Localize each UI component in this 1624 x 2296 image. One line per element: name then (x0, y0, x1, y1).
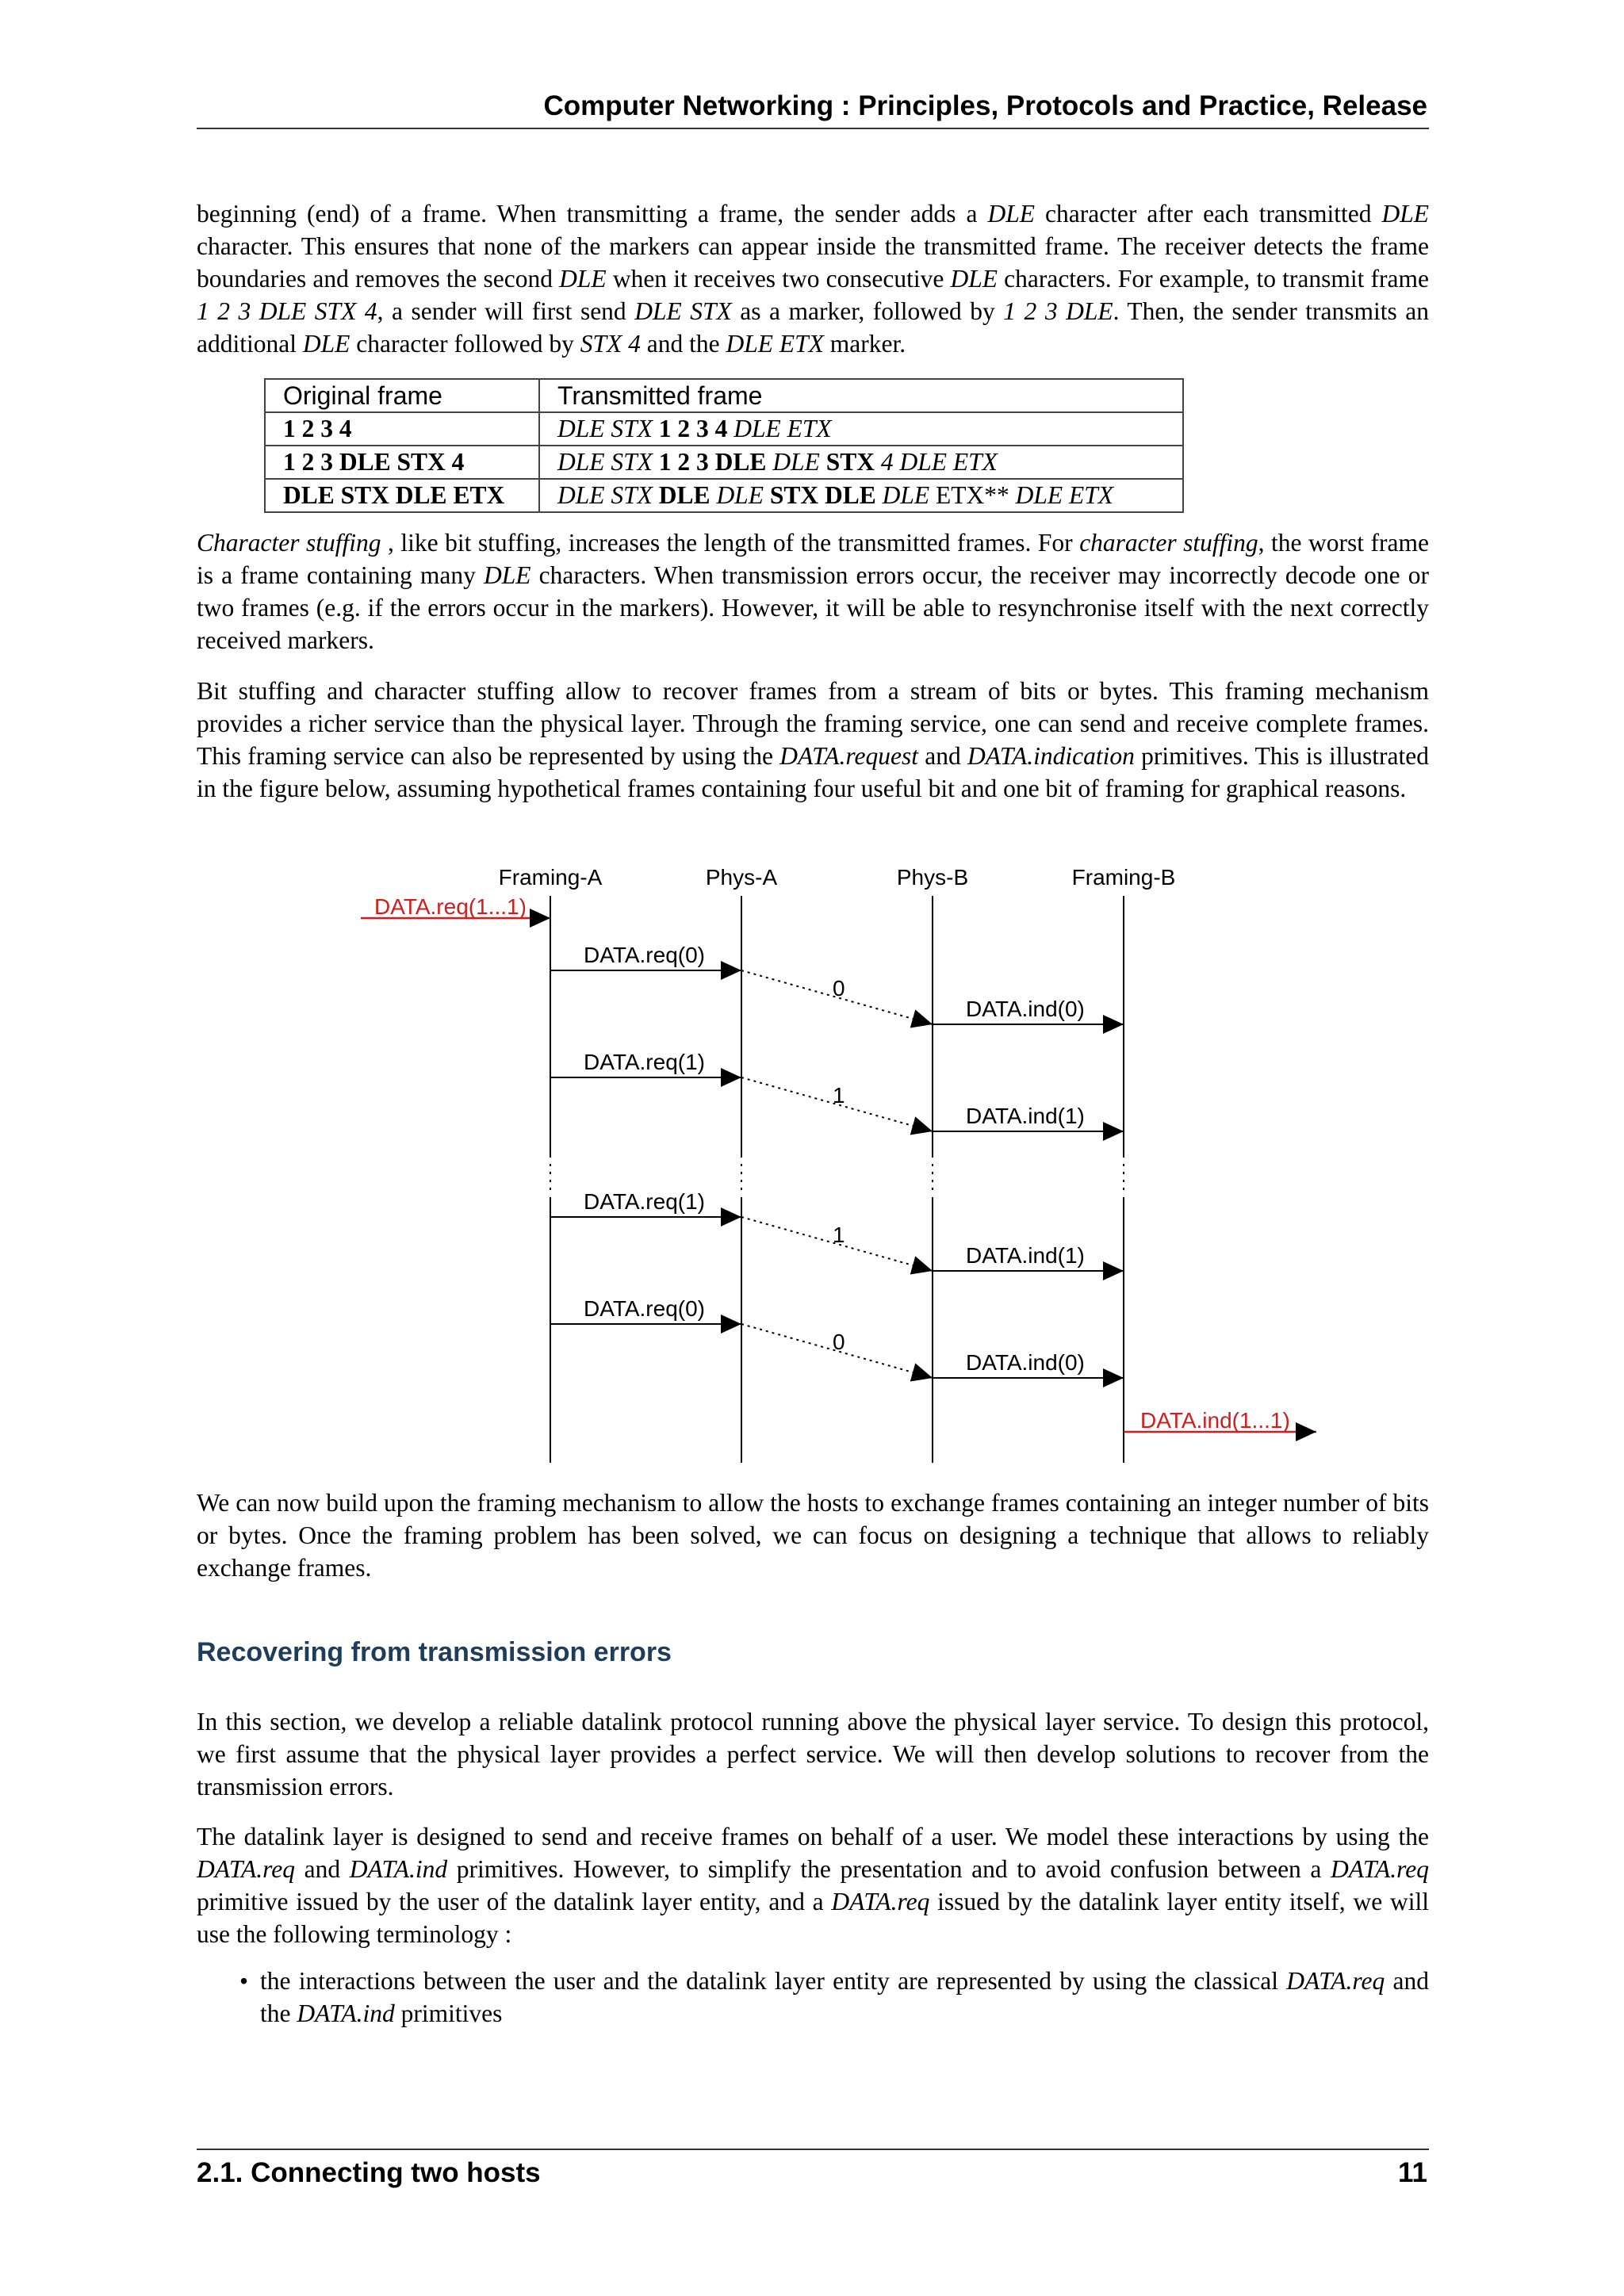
text-run: DATA.indication (967, 742, 1135, 770)
paragraph-section-intro (197, 1705, 1429, 1803)
text-run: and (917, 742, 968, 770)
text-run: 1 2 3 DLE (658, 448, 767, 476)
text-run: DATA.ind (297, 1999, 395, 2027)
text-run: The datalink layer is designed to send and receive frames on behalf of a user. We model these interactions by using the (197, 1823, 1429, 1850)
bit-label: 0 (833, 1330, 845, 1354)
text-run: , a sender will first send (377, 297, 635, 325)
text-run: characters. For example, to transmit frame (997, 265, 1429, 293)
text-run: DLE ETX (727, 415, 832, 442)
text-run: . Then, the sender transmits an additional (197, 297, 1429, 358)
text-run: STX 4 (580, 330, 641, 358)
entity-label: Framing-A (498, 865, 603, 890)
text-run: as a marker, followed by (731, 297, 1004, 325)
text-run: DATA.request (779, 742, 918, 770)
text-run: ETX** (936, 481, 1016, 509)
text-run: DLE (987, 200, 1036, 228)
text-run: marker. (823, 330, 906, 358)
text-run: and the (640, 330, 726, 358)
text-run: 1 2 3 DLE (1003, 297, 1113, 325)
footer-rule (197, 2149, 1429, 2150)
text-run: issued by the datalink layer entity itself, we will use the following terminology : (197, 1888, 1429, 1948)
text-run: and (294, 1855, 350, 1883)
text-run: DLE (484, 561, 531, 589)
text-run: primitives (394, 1999, 503, 2027)
text-run: STX (825, 448, 875, 476)
text-run: STX DLE (769, 481, 876, 509)
text-run: DLE (302, 330, 350, 358)
text-run: Bit stuffing and character stuffing allow to recover frames from a stream of bits or bytes. This framing mechanism provides a richer service than the physical layer. Through the framing service, one can send and receive complete frames. This framing service can also be represented by using the (197, 677, 1429, 770)
table-header-transmitted: Transmitted frame (539, 379, 1183, 412)
request-label: DATA.req(1) (584, 1189, 705, 1214)
text-run: DLE STX (557, 448, 659, 476)
text-run: , the worst frame is a frame containing many (197, 529, 1429, 589)
original-frame-cell: DLE STX DLE ETX (265, 479, 539, 512)
text-run: DLE STX (557, 415, 659, 442)
indication-label: DATA.ind(0) (966, 997, 1085, 1021)
text-run: DLE (875, 481, 936, 509)
request-label: DATA.req(1) (584, 1050, 705, 1074)
text-run: DLE (1381, 200, 1429, 228)
list-item (197, 1965, 1429, 2030)
text-run: DLE (658, 481, 710, 509)
text-run: Character stuffing (197, 529, 381, 557)
text-run: 1 2 3 4 (658, 415, 728, 442)
text-run: DLE (950, 265, 998, 293)
text-run: In this section, we develop a reliable datalink protocol running above the physical layer service. To design this protocol, we first assume that the physical layer provides a perfect service. We will then develop solutions to recover from the transmission errors. (197, 1708, 1429, 1800)
user-indication-label: DATA.ind(1...1) (1140, 1408, 1290, 1433)
text-run: 1 2 3 DLE STX 4 (197, 297, 377, 325)
text-run: and the (260, 1967, 1429, 2027)
text-run: primitives. However, to simplify the presentation and to avoid confusion between a (447, 1855, 1331, 1883)
text-run: DLE STX (557, 481, 659, 509)
text-run: DATA.req (1331, 1855, 1429, 1883)
bit-label: 1 (833, 1083, 845, 1108)
running-header: Computer Networking : Principles, Protocols and Practice, Release (543, 90, 1427, 121)
text-run: DLE STX (634, 297, 732, 325)
text-run: DLE (710, 481, 770, 509)
text-run: character. This ensures that none of the markers can appear inside the transmitted frame. The receiver detects the frame boundaries and removes the second (197, 232, 1429, 293)
text-run: DLE ETX (1015, 481, 1114, 509)
text-run: DATA.req (197, 1855, 295, 1883)
bit-label: 1 (833, 1223, 845, 1247)
entity-label: Framing-B (1071, 865, 1176, 890)
paragraph-terminology (197, 1820, 1429, 1950)
bit-label: 0 (833, 976, 845, 1001)
terminology-list (197, 1965, 1429, 2030)
text-run: DATA.req (1286, 1967, 1385, 1995)
text-run: character after each transmitted (1035, 200, 1382, 228)
indication-label: DATA.ind(1) (966, 1104, 1085, 1128)
text-run: the interactions between the user and the datalink layer entity are represented by using the classical (260, 1967, 1287, 1995)
text-run: DATA.ind (349, 1855, 448, 1883)
text-run: characters. When transmission errors occur, the receiver may incorrectly decode one or two frames (e.g. if the errors occur in the markers). However, it will be able to resynchronise itself with the next correctly received markers. (197, 561, 1429, 654)
text-run: We can now build upon the framing mechanism to allow the hosts to exchange frames containing an integer number of bits or bytes. Once the framing problem has been solved, we can focus on designing a technique that allows to reliably exchange frames. (197, 1489, 1429, 1582)
text-run: character stuffing (1079, 529, 1258, 557)
table-header-original: Original frame (265, 379, 539, 412)
indication-label: DATA.ind(0) (966, 1350, 1085, 1375)
text-run: character followed by (350, 330, 580, 358)
user-request-label: DATA.req(1...1) (374, 894, 527, 919)
text-run: DLE (559, 265, 607, 293)
request-label: DATA.req(0) (584, 943, 705, 967)
entity-label: Phys-A (705, 865, 778, 890)
text-run: when it receives two consecutive (606, 265, 951, 293)
footer-section-title: 2.1. Connecting two hosts (197, 2157, 541, 2188)
entity-label: Phys-B (896, 865, 969, 890)
text-run: 4 DLE ETX (874, 448, 998, 476)
text-run: DLE ETX (726, 330, 824, 358)
paragraph-framing-conclusion (197, 1487, 1429, 1584)
request-label: DATA.req(0) (584, 1296, 705, 1321)
text-run: DLE (766, 448, 826, 476)
original-frame-cell: 1 2 3 4 (265, 412, 539, 446)
section-heading: Recovering from transmission errors (197, 1637, 672, 1667)
text-run: primitives. This is illustrated in the figure below, assuming hypothetical frames containing four useful bit and one bit of framing for graphical reasons. (197, 742, 1430, 802)
text-run: DATA.req (831, 1888, 930, 1915)
page-number: 11 (1398, 2157, 1427, 2188)
original-frame-cell: 1 2 3 DLE STX 4 (265, 446, 539, 479)
text-run: primitive issued by the user of the datalink layer entity, and a (197, 1888, 832, 1915)
text-run: , like bit stuffing, increases the length of the transmitted frames. For (381, 529, 1080, 557)
indication-label: DATA.ind(1) (966, 1243, 1085, 1268)
text-run: beginning (end) of a frame. When transmitting a frame, the sender adds a (197, 200, 988, 228)
